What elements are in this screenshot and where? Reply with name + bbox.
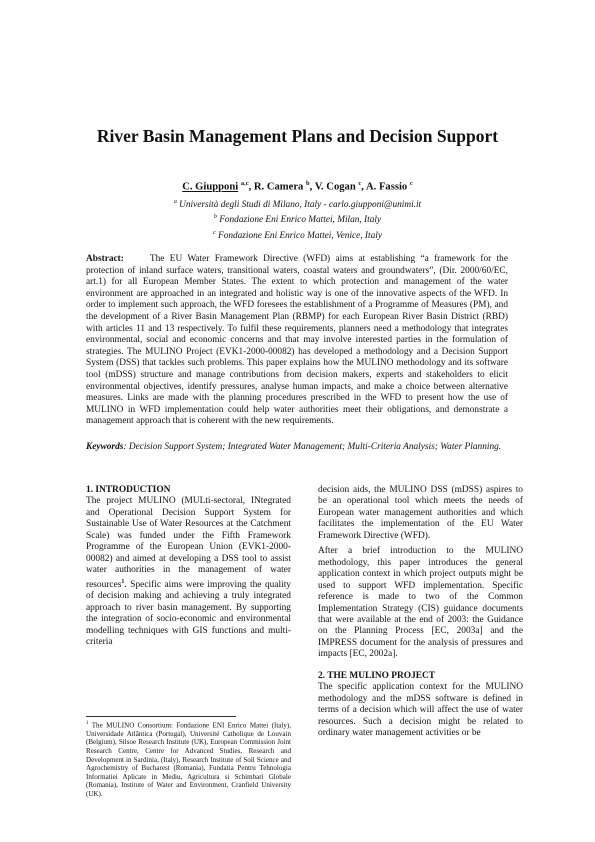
affiliation-text: Università degli Studi di Milano, Italy - carlo.giupponi@unimi.it	[179, 200, 422, 211]
abstract	[86, 254, 508, 428]
author-affil-mark: c	[409, 180, 413, 187]
abstract-text: The EU Water Framework Directive (WFD) aims at establishing “a framework for the protection of inland surface waters, transitional waters, coastal waters and groundwaters”, (Dir. 2000/60/EC, art.1) for all European Member States. The extent to which protection and management of the water environment are approached in an integrated and holistic way is one of the innovative aspects of the WFD. In order to implement such approach, the WFD foresees the establishment of a Programme of Measures (PM), and the development of a River Basin Management Plan (RBMP) for each European River Basin District (RBD) with articles 11 and 13 respectively. To fulfil these requirements, planners need a methodology that integrates environmental, social and economic concerns and that may involve interested parties in the formulation of strategies. The MULINO Project (EVK1-2000-00082) has developed a methodology and a Decision Support System (DSS) that tackles such problems. This paper explains how the MULINO methodology and its software tool (mDSS) structure and manage contributions from decision makers, experts and stakeholders to elicit environmental objectives, identify pressures, analyse human impacts, and make a choice between alternative measures. Links are made with the planning procedures prescribed in the WFD to present how the use of MULINO in WFD implementation could help water authorities meet their obligations, and demonstrate a management approach that is coherent with the new requirements.	[86, 254, 508, 427]
footnote-mark: 1	[121, 578, 125, 585]
affiliation-mark: b	[213, 214, 217, 221]
footnote-text: The MULINO Consortium: Fondazione ENI Enrico Mattei (Italy), Universidade Atlântica (Portugal), Université Catholique de Louvain (Belgium), Silsoe Research Institute (UK), European Commission Joint Research Centre, Centre for Advanced Studies, Research and Development in Sardinia, (Italy), Research Institute of Soil Science and Agrochemistry of Bucharest (Romania), Fundatia Pentru Tehnologia Informatiei Aplicate in Mediu, Agricultura si Schimbari Globale (Romania), Institute of Water and Environment, Cranfield University (UK).	[86, 721, 291, 798]
author-sep: ,	[248, 181, 254, 193]
author-affil-mark: c	[358, 180, 362, 187]
author-name: V. Cogan	[314, 181, 356, 193]
paragraph-text: . Specific aims were improving the quality of decision making and achieving a truly integrated approach to river basin management. By supporting the integration of socio-economic and environmental modelling techniques with GIS functions and multi-criteria	[86, 579, 291, 648]
abstract-label: Abstract:	[86, 254, 124, 264]
paper-title: River Basin Management Plans and Decision Support	[96, 126, 499, 146]
affiliation-mark: c	[213, 229, 216, 236]
author-name: R. Camera	[253, 181, 304, 193]
section-heading: 1. INTRODUCTION	[86, 485, 171, 495]
author-affil-mark: b	[305, 180, 310, 187]
paragraph-text: The project MULINO (MULti-sectoral, INtegrated and Operational Decision Support System for Sustainable Use of Water Resources at the Catchment Scale) was funded under the Fifth Framework Programme of the European Union (EVK1-2000-00082) and aimed at developing a DSS tool to assist water authorities in the management of water resources	[86, 496, 291, 590]
author-name: A. Fassio	[366, 181, 408, 193]
author-list	[60, 177, 535, 194]
keywords	[86, 442, 508, 454]
author-name: C. Giupponi	[182, 181, 239, 193]
footnote-rule	[86, 716, 236, 717]
affiliation-text: Fondazione Eni Enrico Mattei, Venice, Italy	[218, 230, 382, 241]
affiliation-line	[60, 227, 535, 242]
right-column	[318, 485, 523, 744]
author-affil-mark: a,c	[240, 180, 249, 187]
author-sep: ,	[309, 181, 315, 193]
footnote	[86, 720, 291, 798]
footnote-mark: 1	[86, 721, 89, 726]
affiliation-mark: a	[173, 199, 177, 205]
affiliation-text: Fondazione Eni Enrico Mattei, Milan, Italy	[219, 215, 382, 226]
affiliation-line	[60, 211, 535, 226]
body-paragraph	[86, 496, 291, 648]
body-paragraph: The specific application context for the MULINO methodology and the mDSS software is defined in terms of a decision which will affect the use of water resources. Such a decision might be related to ordinary water management activities or be	[318, 682, 523, 739]
body-paragraph: decision aids, the MULINO DSS (mDSS) aspires to be an operational tool which meets the needs of European water management authorities and which facilitates the implementation of the EU Water Framework Directive (WFD).	[318, 485, 523, 541]
section-heading: 2. THE MULINO PROJECT	[318, 670, 436, 681]
affiliation-list	[60, 196, 535, 242]
left-column	[86, 485, 291, 652]
author-sep: ,	[361, 181, 366, 193]
keywords-text: : Decision Support System; Integrated Water Management; Multi-Criteria Analysis; Water Planning.	[123, 442, 502, 452]
body-paragraph: After a brief introduction to the MULINO methodology, this paper introduces the general application context in which project outputs might be used to support WFD implementation. Specific reference is made to two of the Common Implementation Strategy (CIS) guidance documents that were available at the end of 2003: the Guidance on the Planning Process [EC, 2003a] and the IMPRESS document for the analysis of pressures and impacts [EC, 2002a].	[318, 546, 523, 660]
keywords-label: Keywords	[86, 442, 124, 452]
affiliation-line	[60, 196, 535, 211]
